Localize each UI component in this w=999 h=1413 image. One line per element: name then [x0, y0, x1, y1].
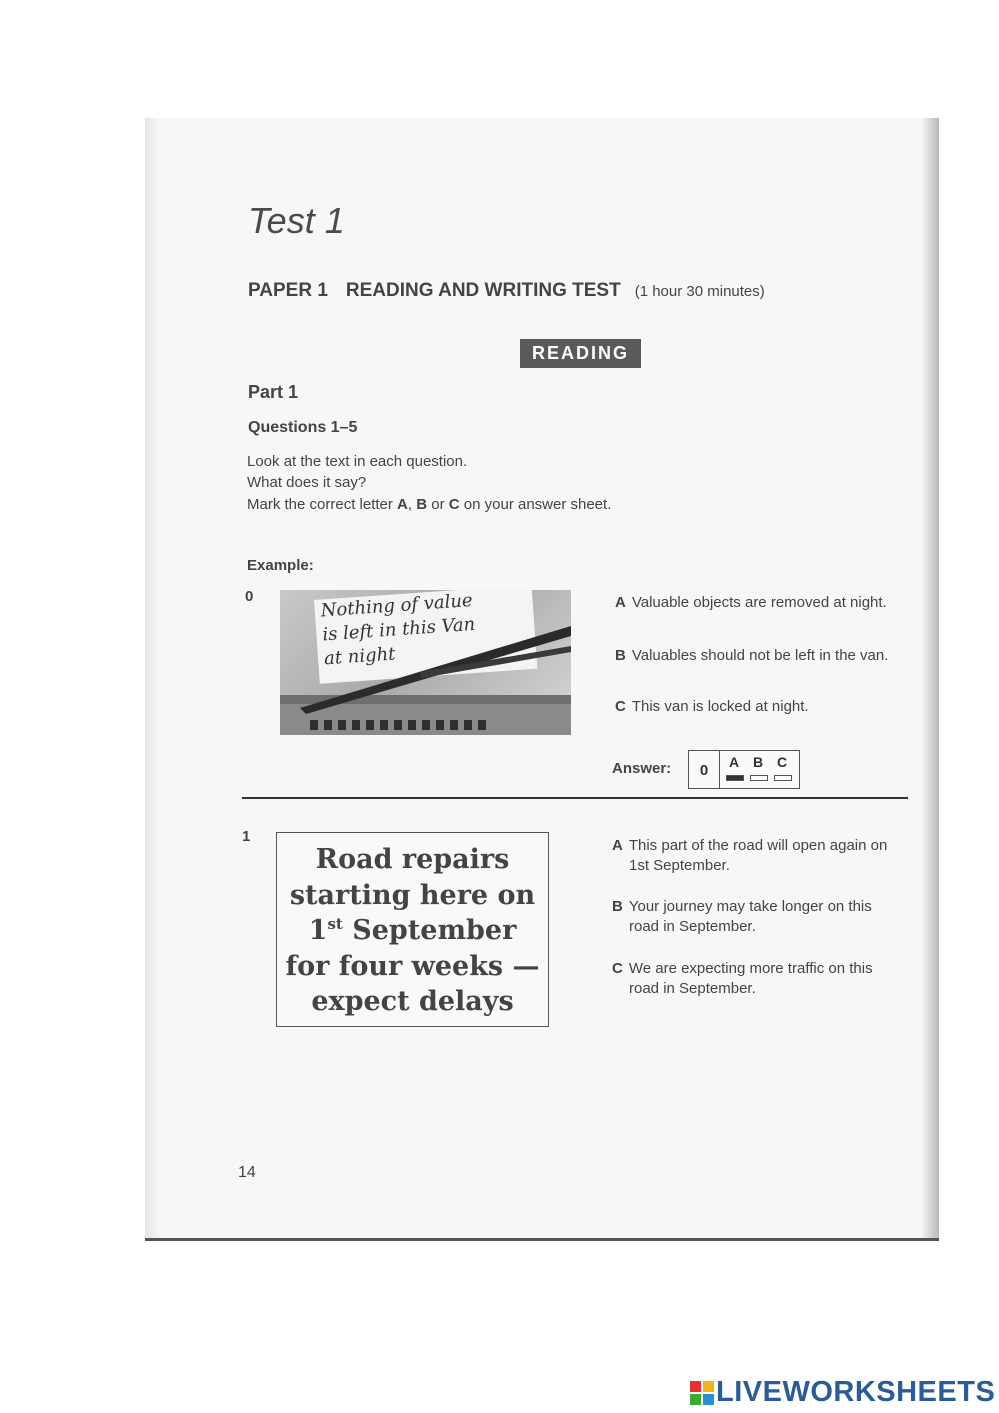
letter-a: A	[397, 496, 408, 513]
option-text: 1st September.	[629, 857, 730, 874]
wiper-blades	[280, 590, 571, 735]
liveworksheets-icon	[690, 1381, 714, 1405]
part-heading: Part 1	[248, 382, 299, 402]
example-number: 0	[245, 588, 254, 605]
sign-date-number: 1	[308, 915, 328, 946]
letter-c: C	[448, 496, 460, 513]
option-text: This part of the road will open again on	[628, 837, 888, 854]
option-letter: B	[615, 647, 626, 664]
example-label: Example:	[247, 557, 314, 574]
mark-instruction-text: Mark the correct letter	[247, 496, 398, 513]
sign-line: expect delays	[311, 986, 514, 1017]
example-photo	[280, 590, 571, 735]
liveworksheets-logo	[690, 1376, 995, 1409]
comma: ,	[407, 496, 417, 513]
answer-mark-a	[726, 775, 744, 781]
sign-line: for four weeks —	[285, 950, 540, 982]
answer-letter-b: B	[753, 754, 764, 770]
question1-option-c	[612, 959, 873, 999]
road-sign	[276, 832, 549, 1027]
paper-name: READING AND WRITING TEST	[345, 280, 621, 301]
option-letter: A	[615, 594, 626, 611]
paper-number: PAPER 1	[248, 280, 328, 301]
option-text: road in September.	[629, 980, 756, 997]
question1-option-b	[612, 897, 872, 937]
answer-letter-c: C	[777, 754, 788, 770]
option-text: We are expecting more traffic on this	[628, 960, 873, 977]
sign-line: starting here on	[289, 879, 536, 911]
question-number: 1	[242, 828, 251, 845]
note-line: is left in this Van	[321, 613, 476, 646]
example-option-b	[615, 647, 888, 664]
mark-instruction	[247, 496, 611, 513]
reading-section-badge: READING	[520, 339, 641, 368]
page-shadow-left	[145, 118, 159, 1238]
sign-month: September	[342, 915, 517, 946]
sign-date-suffix: st	[327, 915, 343, 933]
page-number: 14	[238, 1164, 256, 1181]
answer-grid	[688, 750, 800, 789]
note-line: Nothing of value	[320, 590, 474, 622]
paper-duration: (1 hour 30 minutes)	[634, 283, 765, 300]
option-text: Valuable objects are removed at night.	[631, 594, 887, 611]
test-title: Test 1	[248, 200, 345, 241]
sign-line: Road repairs	[315, 844, 510, 875]
answer-label: Answer:	[612, 760, 672, 777]
instruction-line: What does it say?	[247, 474, 367, 491]
option-letter: B	[612, 898, 623, 915]
option-text: This van is locked at night.	[631, 698, 809, 715]
answer-letter-a: A	[729, 754, 740, 770]
sign-line	[277, 913, 548, 949]
questions-heading: Questions 1–5	[248, 419, 358, 436]
example-option-a	[615, 594, 887, 611]
mark-instruction-end: on your answer sheet.	[459, 496, 612, 513]
or-text: or	[427, 496, 449, 513]
option-text: Valuables should not be left in the van.	[631, 647, 889, 664]
liveworksheets-text: LIVEWORKSHEETS	[716, 1376, 996, 1408]
question1-option-a	[612, 836, 887, 876]
option-text: Your journey may take longer on this	[628, 898, 872, 915]
example-option-c	[615, 698, 809, 715]
answer-mark-c	[774, 775, 792, 781]
option-text: road in September.	[629, 918, 756, 935]
option-letter: C	[615, 698, 626, 715]
letter-b: B	[416, 496, 428, 513]
answer-mark-b	[750, 775, 768, 781]
note-line: at night	[323, 643, 397, 670]
paper-heading	[248, 280, 765, 302]
page-shadow-right	[922, 118, 939, 1238]
option-letter: C	[612, 960, 623, 977]
instruction-line: Look at the text in each question.	[247, 453, 468, 470]
section-divider	[242, 797, 908, 799]
answer-number: 0	[689, 751, 720, 788]
option-letter: A	[612, 837, 623, 854]
